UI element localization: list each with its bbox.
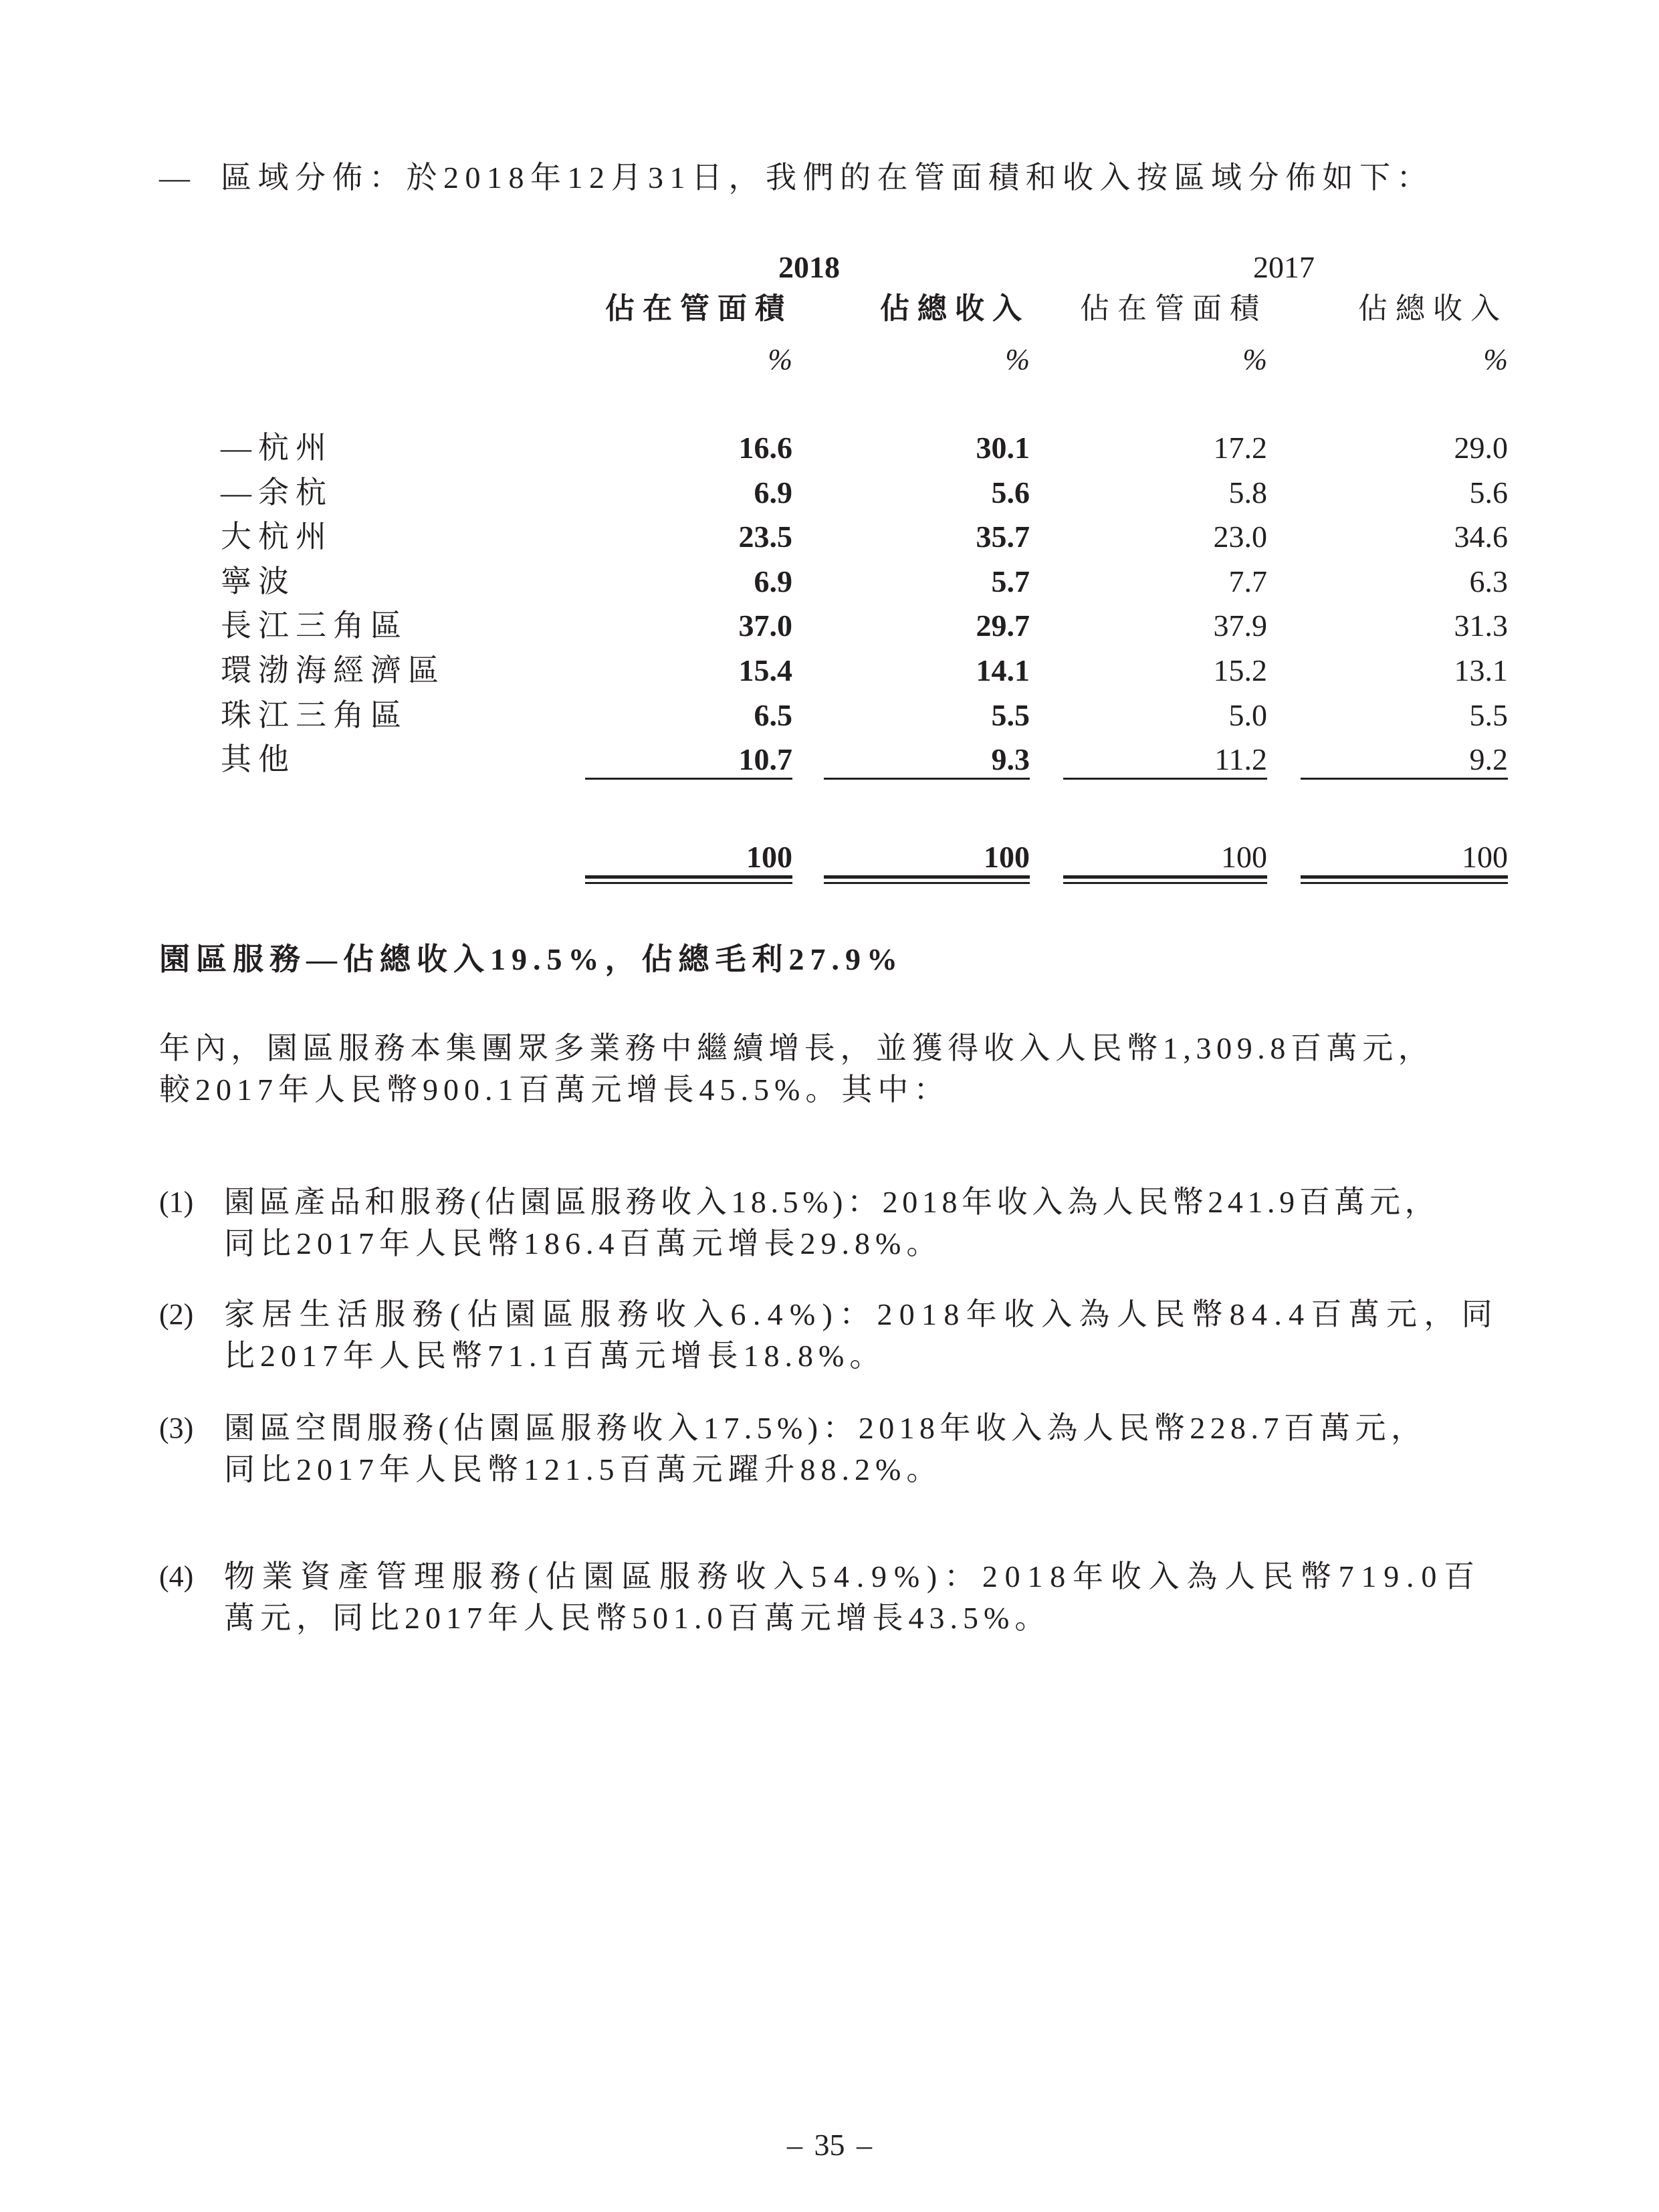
paragraph-line-2: 較2017年人民幣900.1百萬元增長45.5%。其中： — [159, 1073, 950, 1107]
total-rule-top-1 — [585, 875, 792, 879]
item-number-1: (1) — [159, 1186, 194, 1218]
row-label: —余杭 — [221, 475, 333, 510]
row-label: 環渤海經濟區 — [221, 653, 445, 687]
cell-area-2018: 6.5 — [754, 698, 792, 732]
cell-revenue-2018: 14.1 — [976, 653, 1030, 687]
total-revenue-2017: 100 — [1462, 840, 1508, 874]
unit-revenue-2018: % — [1005, 343, 1030, 376]
cell-revenue-2017: 29.0 — [1454, 431, 1508, 465]
total-rule-bottom-1 — [585, 882, 792, 884]
cell-revenue-2017: 34.6 — [1454, 520, 1508, 554]
cell-area-2017: 17.2 — [1213, 431, 1267, 465]
cell-area-2017: 15.2 — [1213, 653, 1267, 687]
total-rule-top-3 — [1063, 875, 1267, 879]
subtotal-rule-2 — [824, 778, 1030, 780]
cell-revenue-2018: 30.1 — [976, 431, 1030, 465]
cell-revenue-2018: 5.5 — [991, 698, 1030, 732]
cell-revenue-2017: 5.6 — [1469, 475, 1508, 510]
subtotal-rule-4 — [1301, 778, 1508, 780]
cell-area-2018: 6.9 — [754, 475, 792, 510]
row-label: —杭州 — [221, 431, 333, 465]
item-4-line-2: 萬元，同比2017年人民幣501.0百萬元增長43.5%。 — [224, 1601, 1051, 1635]
cell-area-2017: 7.7 — [1228, 564, 1267, 598]
cell-revenue-2018: 29.7 — [976, 609, 1030, 643]
cell-area-2018: 37.0 — [738, 609, 792, 643]
cell-area-2017: 23.0 — [1213, 520, 1267, 554]
cell-revenue-2018: 5.6 — [991, 475, 1030, 510]
total-rule-bottom-4 — [1301, 882, 1508, 884]
cell-revenue-2018: 35.7 — [976, 520, 1030, 554]
unit-area-2017: % — [1242, 343, 1267, 376]
total-rule-top-4 — [1301, 875, 1508, 879]
item-number-4: (4) — [159, 1560, 194, 1593]
item-3-line-2: 同比2017年人民幣121.5百萬元躍升88.2%。 — [224, 1452, 943, 1486]
paragraph-line-1: 年內，園區服務本集團眾多業務中繼續增長，並獲得收入人民幣1,309.8百萬元， — [159, 1031, 1434, 1065]
cell-area-2018: 23.5 — [738, 520, 792, 554]
cell-area-2018: 10.7 — [738, 742, 792, 776]
cell-area-2017: 5.0 — [1228, 698, 1267, 732]
unit-area-2018: % — [768, 343, 792, 376]
item-3-line-1: 園區空間服務(佔園區服務收入17.5%)：2018年收入為人民幣228.7百萬元， — [224, 1411, 1427, 1445]
row-label: 其他 — [221, 742, 296, 776]
cell-revenue-2017: 13.1 — [1454, 653, 1508, 687]
total-area-2017: 100 — [1221, 840, 1267, 874]
cell-revenue-2018: 5.7 — [991, 564, 1030, 598]
year-2017-header: 2017 — [1253, 250, 1315, 284]
row-label: 長江三角區 — [221, 609, 408, 643]
intro-dash: — — [159, 160, 190, 195]
total-area-2018: 100 — [746, 840, 792, 874]
total-revenue-2018: 100 — [984, 840, 1030, 874]
item-4-line-1: 物業資產管理服務(佔園區服務收入54.9%)：2018年收入為人民幣719.0百 — [224, 1559, 1482, 1593]
unit-revenue-2017: % — [1483, 343, 1508, 376]
item-2-line-1: 家居生活服務(佔園區服務收入6.4%)：2018年收入為人民幣84.4百萬元，同 — [224, 1297, 1499, 1331]
item-1-line-2: 同比2017年人民幣186.4百萬元增長29.8%。 — [224, 1226, 943, 1260]
item-2-line-2: 比2017年人民幣71.1百萬元增長18.8%。 — [224, 1339, 886, 1373]
col-header-area-2018: 佔在管面積 — [605, 292, 792, 325]
cell-revenue-2017: 9.2 — [1469, 742, 1508, 776]
item-number-3: (3) — [159, 1412, 194, 1444]
cell-revenue-2017: 6.3 — [1469, 564, 1508, 598]
year-2018-header: 2018 — [778, 250, 840, 284]
cell-revenue-2017: 5.5 — [1469, 698, 1508, 732]
col-header-revenue-2017: 佔總收入 — [1358, 292, 1508, 325]
item-1-line-1: 園區產品和服務(佔園區服務收入18.5%)：2018年收入為人民幣241.9百萬元， — [224, 1185, 1440, 1219]
cell-area-2018: 15.4 — [738, 653, 792, 687]
row-label: 大杭州 — [221, 520, 333, 554]
cell-revenue-2018: 9.3 — [991, 742, 1030, 776]
cell-area-2018: 6.9 — [754, 564, 792, 598]
cell-area-2017: 37.9 — [1213, 609, 1267, 643]
total-rule-top-2 — [824, 875, 1030, 879]
row-label: 珠江三角區 — [221, 698, 408, 732]
total-rule-bottom-3 — [1063, 882, 1267, 884]
col-header-revenue-2018: 佔總收入 — [880, 292, 1030, 325]
col-header-area-2017: 佔在管面積 — [1080, 292, 1267, 325]
cell-area-2017: 5.8 — [1228, 475, 1267, 510]
section-title: 園區服務—佔總收入19.5%，佔總毛利27.9% — [159, 942, 903, 976]
intro-text: 區域分佈：於2018年12月31日，我們的在管面積和收入按區域分佈如下： — [221, 160, 1434, 195]
total-rule-bottom-2 — [824, 882, 1030, 884]
subtotal-rule-1 — [585, 778, 792, 780]
cell-area-2017: 11.2 — [1214, 742, 1267, 776]
cell-area-2018: 16.6 — [738, 431, 792, 465]
cell-revenue-2017: 31.3 — [1454, 609, 1508, 643]
page-number: – 35 – — [787, 2128, 872, 2162]
item-number-2: (2) — [159, 1298, 194, 1331]
row-label: 寧波 — [221, 564, 296, 598]
subtotal-rule-3 — [1063, 778, 1267, 780]
